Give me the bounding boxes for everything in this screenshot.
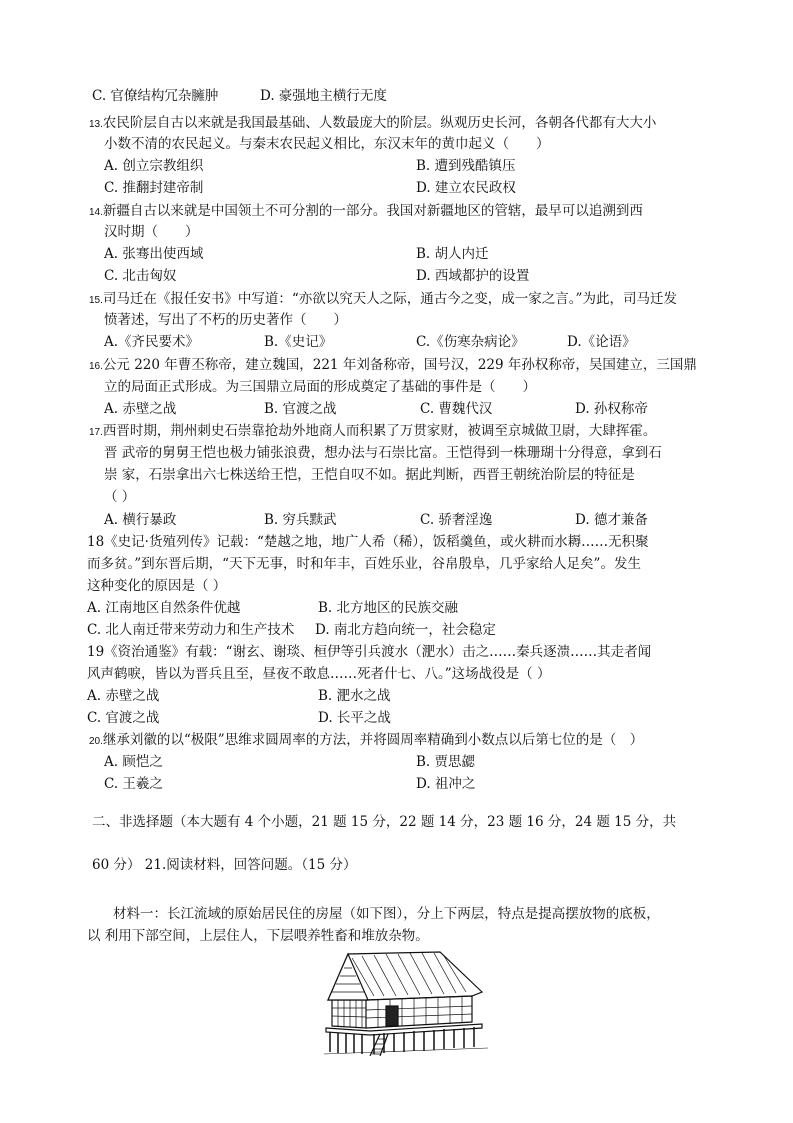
q14-option-b: B. 胡人内迁: [416, 246, 489, 262]
q13-option-b: B. 遭到残酷镇压: [416, 158, 516, 174]
q19-stem-line2: 风声鹤唳，皆以为晋兵且至，昼夜不敢息……死者什七、八。”这场战役是（ ）: [87, 666, 551, 682]
q14-option-d: D. 西域都护的设置: [416, 268, 530, 284]
q14-stem-text: 新疆自古以来就是中国领土不可分割的一部分。我国对新疆地区的管辖，最早可以追溯到西: [102, 203, 643, 219]
q19-stem-line1: 19《资治通鉴》有载：“谢玄、谢琰、桓伊等引兵渡水（淝水）击之……秦兵逐溃……其走者闻: [87, 644, 652, 660]
q18-option-d: D. 南北方趋向统一，社会稳定: [315, 622, 496, 638]
q16-stem-line1: [89, 357, 697, 375]
q19-option-a: A. 赤壁之战: [87, 688, 160, 704]
q16-option-c: C. 曹魏代汉: [420, 401, 493, 417]
q15-stem-text: 司马迁在《报任安书》中写道：“亦欲以究天人之际，通古今之变，成一家之言。”为此，司马迁发: [102, 291, 677, 307]
q19-option-b: B. 淝水之战: [318, 688, 391, 704]
q20-option-c: C. 王羲之: [104, 776, 163, 792]
q13-stem-line2: 小数不清的农民起义。与秦末农民起义相比，东汉末年的黄巾起义（ ）: [104, 136, 550, 152]
section2-heading-line2: 60 分） 21.阅读材料，回答问题。（15 分）: [92, 857, 357, 873]
q16-stem-text: 公元 220 年曹丕称帝，建立魏国，221 年刘备称帝，国号汉，229 年孙权称帝，吴国建立，三国鼎: [102, 357, 697, 373]
q16-option-b: B. 官渡之战: [264, 401, 337, 417]
q15-option-a: A.《齐民要术》: [104, 334, 200, 350]
q14-stem-line2: 汉时期（ ）: [104, 224, 199, 240]
q17-option-c: C. 骄奢淫逸: [420, 512, 493, 528]
q17-option-b: B. 穷兵黩武: [264, 512, 337, 528]
q20-option-d: D. 祖冲之: [416, 776, 476, 792]
q18-stem-line3: 这种变化的原因是（ ）: [87, 578, 227, 594]
q17-stem-line3: 崇 家，石崇拿出六七株送给王恺，王恺自叹不如。据此判断，西晋王朝统治阶层的特征是: [104, 467, 635, 483]
q15-stem-line2: 愤著述，写出了不朽的历史著作（ ）: [104, 312, 347, 328]
q14-number: 14.: [89, 207, 103, 218]
q19-option-c: C. 官渡之战: [87, 710, 160, 726]
q17-stem-line4: （ ）: [104, 489, 136, 505]
q14-stem-line1: [89, 203, 643, 221]
q16-option-a: A. 赤壁之战: [104, 401, 177, 417]
material1-line2: 以 利用下部空间，上层住人，下层喂养牲畜和堆放杂物。: [87, 928, 429, 944]
section2-heading-line1: 二、非选择题（本大题有 4 个小题，21 题 15 分，22 题 14 分，23 题 16 分，24 题 15 分，共: [92, 814, 677, 830]
q18-stem-line1: 18《史记·货殖列传》记载：“楚越之地，地广人希（稀），饭稻羹鱼，或火耕而水耨……无积聚: [87, 534, 649, 550]
q20-stem-text: 继承刘徽的以“极限”思维求圆周率的方法，并将圆周率精确到小数点以后第七位的是（ ）: [102, 732, 644, 748]
q15-option-b: B.《史记》: [264, 334, 333, 350]
q20-stem-line1: [89, 732, 643, 750]
q17-number: 17.: [89, 427, 103, 438]
stilt-house-icon: [322, 948, 490, 1056]
q15-stem-line1: [89, 291, 677, 309]
material1-line1: 材料一：长江流域的原始居民住的房屋（如下图），分上下两层，特点是提高摆放物的底板，: [113, 906, 660, 922]
q20-number: 20.: [89, 736, 103, 747]
q15-option-d: D.《论语》: [567, 334, 636, 350]
q17-option-a: A. 横行暴政: [104, 512, 177, 528]
q18-option-a: A. 江南地区自然条件优越: [87, 600, 241, 616]
q13-number: 13.: [89, 119, 103, 130]
q12-option-d: D. 豪强地主横行无度: [260, 88, 387, 104]
q15-number: 15.: [89, 295, 103, 306]
q13-option-c: C. 推翻封建帝制: [104, 180, 204, 196]
q18-stem-line2: 而多贫。”到东晋后期，“天下无事，时和年丰，百姓乐业，谷帛殷阜，几乎家给人足矣”。发生: [87, 556, 641, 572]
q17-option-d: D. 德才兼备: [575, 512, 648, 528]
q16-option-d: D. 孙权称帝: [575, 401, 648, 417]
q13-option-a: A. 创立宗教组织: [104, 158, 204, 174]
q12-option-c: C. 官僚结构冗杂臃肿: [92, 88, 219, 104]
q14-option-c: C. 北击匈奴: [104, 268, 177, 284]
q17-stem-text: 西晋时期，荆州刺史石崇靠抢劫外地商人而积累了万贯家财，被调至京城做卫尉，大肆挥霍。: [102, 423, 657, 439]
q13-stem-line1: [89, 115, 656, 133]
q18-option-b: B. 北方地区的民族交融: [318, 600, 459, 616]
q17-stem-line1: [89, 423, 656, 441]
q16-stem-line2: 立的局面正式形成。为三国鼎立局面的形成奠定了基础的事件是（ ）: [104, 379, 536, 395]
q13-option-d: D. 建立农民政权: [416, 180, 516, 196]
q14-option-a: A. 张骞出使西域: [104, 246, 204, 262]
q20-option-b: B. 贾思勰: [416, 754, 476, 770]
q17-stem-line2: 晋 武帝的舅舅王恺也极力铺张浪费，想办法与石崇比富。王恺得到一株珊瑚十分得意，拿到石: [104, 445, 662, 461]
q20-option-a: A. 顾恺之: [104, 754, 163, 770]
q15-option-c: C.《伤寒杂病论》: [416, 334, 525, 350]
q19-option-d: D. 长平之战: [318, 710, 391, 726]
q13-stem-text: 农民阶层自古以来就是我国最基础、人数最庞大的阶层。纵观历史长河，各朝各代都有大大小: [102, 115, 657, 131]
q16-number: 16.: [89, 361, 103, 372]
q18-option-c: C. 北人南迁带来劳动力和生产技术: [87, 622, 295, 638]
